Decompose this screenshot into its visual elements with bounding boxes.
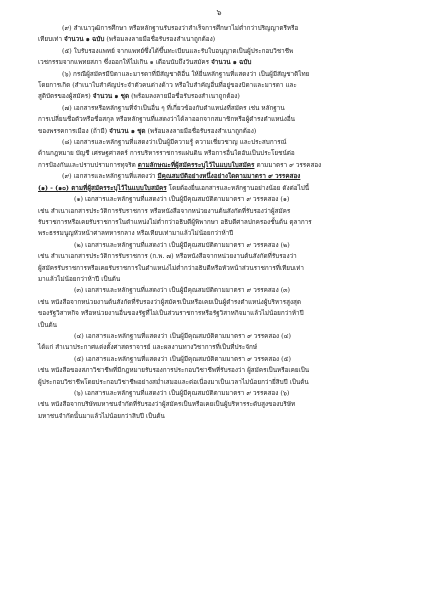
text-segment: เช่น หนังสือของสภาวิชาชีพที่มีกฎหมายรับรองการประกอบวิชาชีพที่รับรองว่า ผู้สมัครเป็นหรือเคยเป็น (38, 367, 310, 375)
paragraph-line (38, 251, 400, 262)
text-segment: เช่น สำเนาเอกสารประวัติการรับราชการ (ก.พ. ๗) หรือหนังสือจากหน่วยงานต้นสังกัดที่รับรองว่า (38, 253, 297, 261)
text-segment: จำนวน ๑ ชุด (92, 93, 130, 101)
text-segment: มีคุณสมบัติอย่างหนึ่งอย่างใดตามมาตรา ๙ วรรคสอง (157, 173, 301, 181)
text-segment: ของรัฐวิสาหกิจ หรือหน่วยงานอื่นของรัฐที่ไม่เป็นส่วนราชการหรือรัฐวิสาหกิจมาแล้วไม่น้อยกว่าห้าปี (38, 310, 304, 318)
text-segment: จำนวน ๑ ฉบับ (211, 59, 252, 67)
text-segment: (๓) เอกสารและหลักฐานที่แสดงว่า เป็นผู้มีคุณสมบัติตามมาตรา ๙ วรรคสอง (๓) (74, 287, 290, 295)
text-segment: ตามลักษณะที่ผู้สมัครระบุไว้ในแบบใบสมัคร (137, 161, 255, 169)
text-segment: (๑) เอกสารและหลักฐานที่แสดงว่า เป็นผู้มีคุณสมบัติตามมาตรา ๙ วรรคสอง (๑) (74, 196, 290, 204)
paragraph-line (38, 388, 400, 399)
text-segment: (พร้อมลงลายมือชื่อรับรองสำเนาถูกต้อง) (129, 93, 240, 101)
text-segment: ด้านกฎหมาย บัญชี เศรษฐศาสตร์ การบริหารราชการแผ่นดิน หรือการอื่นใดอันเป็นประโยชน์ต่อ (38, 150, 295, 158)
paragraph-line (38, 263, 400, 274)
paragraph-line (38, 126, 400, 137)
text-segment: (๙) เอกสารและหลักฐานที่แสดงว่า (62, 173, 158, 181)
paragraph-line (38, 69, 400, 80)
text-segment: จำนวน ๑ ชุด (109, 127, 146, 135)
paragraph-line (38, 91, 400, 102)
paragraph-line (38, 365, 400, 376)
paragraph-line (38, 240, 400, 251)
text-segment: เช่น หนังสือจากหน่วยงานต้นสังกัดที่รับรองว่าผู้สมัครเป็นหรือเคยเป็นผู้ดำรงตำแหน่งผู้บริหารสูงสุด (38, 298, 302, 306)
paragraph-line (38, 411, 400, 422)
paragraph-line (38, 274, 400, 285)
paragraph-line (38, 320, 400, 331)
text-segment: จำนวน ๑ ฉบับ (64, 36, 105, 44)
text-segment: มาแล้วไม่น้อยกว่าห้าปี เป็นต้น (38, 275, 121, 283)
document-body (38, 23, 400, 422)
text-segment: (๖) กรณีผู้สมัครมีบิดาและมารดาที่มีสัญชาติอื่น ให้ยื่นหลักฐานที่แสดงว่า เป็นผู้มีสัญชาติไทย (62, 70, 310, 78)
text-segment: ได้แก่ สำเนาประกาศแต่งตั้งศาสตราจารย์ และผลงานทางวิชาการที่เป็นที่ประจักษ์ (38, 344, 258, 352)
paragraph-line (38, 137, 400, 148)
paragraph-line (38, 23, 400, 34)
paragraph-line (38, 342, 400, 353)
paragraph-line (38, 285, 400, 296)
paragraph-line (38, 46, 400, 57)
text-segment: เป็นต้น (38, 321, 57, 329)
text-segment: (๕) ใบรับรองแพทย์ จากแพทย์ซึ่งได้ขึ้นทะเบียนและรับใบอนุญาตเป็นผู้ประกอบวิชาชีพ (62, 47, 294, 55)
paragraph-line (38, 103, 400, 114)
paragraph-line (38, 308, 400, 319)
paragraph-line (38, 217, 400, 228)
text-segment: โดยต้องยื่นเอกสารและหลักฐานอย่างน้อย ดังต่อไปนี้ (166, 184, 310, 192)
text-segment: (๖) เอกสารและหลักฐานที่แสดงว่า เป็นผู้มีคุณสมบัติตามมาตรา ๙ วรรคสอง (๖) (74, 390, 290, 397)
text-segment: (๔) เอกสารและหลักฐานที่แสดงว่า เป็นผู้มีคุณสมบัติตามมาตรา ๙ วรรคสอง (๔) (74, 332, 291, 340)
text-segment: มหาชนจำกัดนั้นมาแล้วไม่น้อยกว่าสิบปี เป็นต้น (38, 412, 165, 420)
text-segment: (๑) - (๑๐) ตามที่ผู้สมัครระบุไว้ในแบบใบสมัคร (38, 184, 167, 192)
paragraph-line (38, 377, 400, 388)
text-segment: เช่น หนังสือจากบริษัทมหาชนจำกัดที่รับรองว่าผู้สมัครเป็นหรือเคยเป็นผู้บริหารระดับสูงของบริษัท (38, 401, 296, 409)
text-segment: เช่น สำเนาเอกสารประวัติการรับราชการ หรือหนังสือจากหน่วยงานต้นสังกัดที่รับรองว่าผู้สมัคร (38, 207, 291, 215)
text-segment: สูติบัตรของผู้สมัคร) (38, 93, 93, 101)
paragraph-line (38, 57, 400, 68)
text-segment: (พร้อมลงลายมือชื่อรับรองสำเนาถูกต้อง) (104, 36, 216, 44)
paragraph-line (38, 80, 400, 91)
text-segment: รับราชการหรือเคยรับราชการในตำแหน่งไม่ต่ำกว่าอธิบดีผู้พิพากษา อธิบดีศาลปกครองชั้นต้น ตุลาการ (38, 218, 312, 226)
text-segment: ผู้ประกอบวิชาชีพโดยประกอบวิชาชีพอย่างสม่ำเสมอและต่อเนื่องมาเป็นเวลาไม่น้อยกว่ายี่สิบปี เป็นต้น (38, 378, 309, 386)
paragraph-line (38, 331, 400, 342)
text-segment: เวชกรรมจากแพทยสภา ซึ่งออกให้ไม่เกิน ๑ เดือนนับถึงวันสมัคร (38, 59, 212, 67)
paragraph-line (38, 114, 400, 125)
paragraph-line (38, 297, 400, 308)
text-segment: ตามมาตรา ๙ วรรคสอง (254, 161, 322, 169)
text-segment: การป้องกันและปราบปรามการทุจริต (38, 161, 138, 169)
paragraph-line (38, 206, 400, 217)
text-segment: (๗) เอกสารหรือหลักฐานที่จำเป็นอื่น ๆ ที่เกี่ยวข้องกับตำแหน่งที่สมัคร เช่น หลักฐาน (62, 104, 285, 112)
paragraph-line (38, 399, 400, 410)
paragraph-line (38, 171, 400, 182)
text-segment: ผู้สมัครรับราชการหรือเคยรับราชการในตำแหน่งไม่ต่ำกว่าอธิบดีหรือหัวหน้าส่วนราชการที่เทียบเท่า (38, 264, 304, 272)
paragraph-line (38, 148, 400, 159)
text-segment: เทียบเท่า (38, 36, 65, 44)
paragraph-line (38, 34, 400, 45)
paragraph-line (38, 228, 400, 239)
paragraph-line (38, 354, 400, 365)
text-segment: (๕) เอกสารและหลักฐานที่แสดงว่า เป็นผู้มีคุณสมบัติตามมาตรา ๙ วรรคสอง (๕) (74, 355, 291, 363)
text-segment: พระธรรมนูญหัวหน้าศาลทหารกลาง หรือเทียบเท่ามาแล้วไม่น้อยกว่าห้าปี (38, 230, 234, 238)
text-segment: (๘) เอกสารและหลักฐานที่แสดงว่าเป็นผู้มีความรู้ ความเชี่ยวชาญ และประสบการณ์ (62, 139, 287, 147)
text-segment: (๙) สำเนาวุฒิการศึกษา หรือหลักฐานรับรองว่าสำเร็จการศึกษาไม่ต่ำกว่าปริญญาตรีหรือ (62, 25, 299, 32)
text-segment: โดยการเกิด (สำเนาใบสำคัญประจำตัวคนต่างด้าว หรือใบสำคัญอื่นที่อยู่ของบิดาและมารดา และ (38, 82, 297, 90)
paragraph-line (38, 160, 400, 171)
text-segment: (พร้อมลงลายมือชื่อรับรองสำเนาถูกต้อง) (145, 127, 257, 135)
text-segment: (๒) เอกสารและหลักฐานที่แสดงว่า เป็นผู้มีคุณสมบัติตามมาตรา ๙ วรรคสอง (๒) (74, 241, 290, 249)
paragraph-line (38, 183, 400, 194)
paragraph-line (38, 194, 400, 205)
text-segment: การเปลี่ยนชื่อตัวหรือชื่อสกุล หรือหลักฐานที่แสดงว่าได้ลาออกจากสมาชิกหรือผู้ดำรงตำแหน่งอื่น (38, 116, 296, 124)
page-number: ๖ (216, 8, 222, 17)
text-segment: ของพรรคการเมือง (ถ้ามี) (38, 127, 110, 135)
